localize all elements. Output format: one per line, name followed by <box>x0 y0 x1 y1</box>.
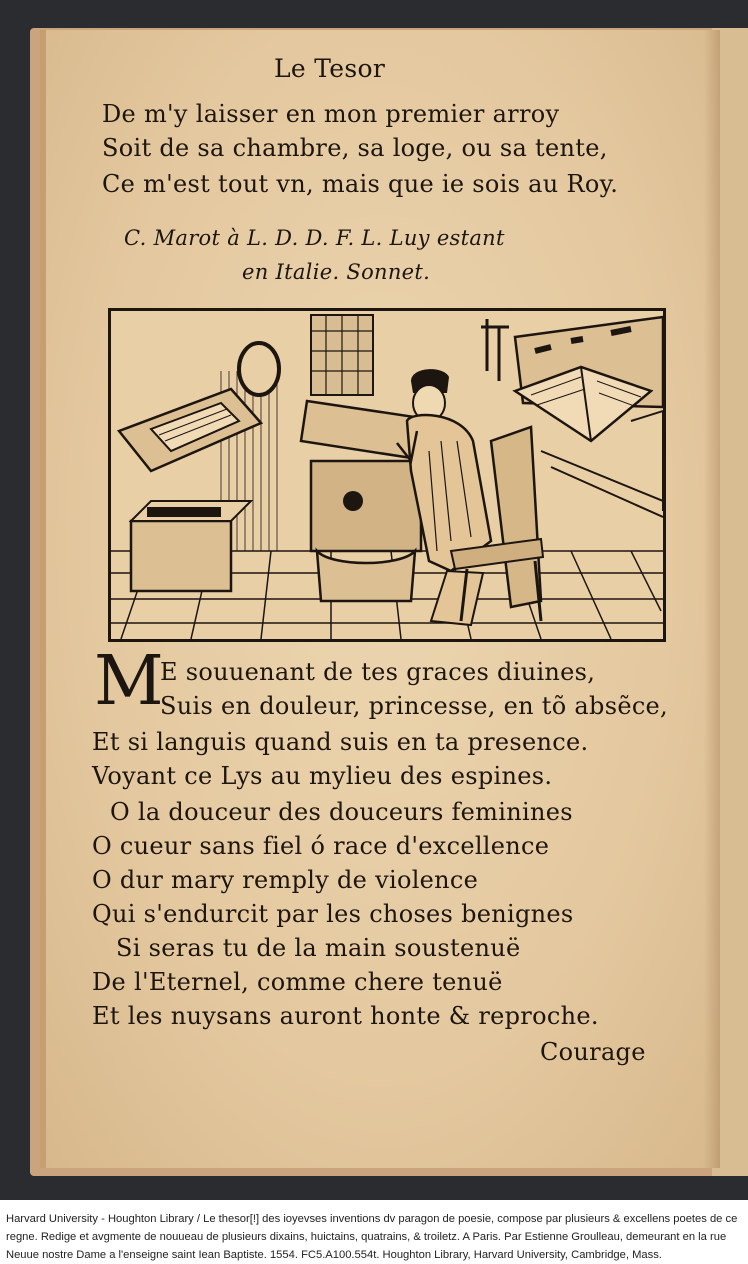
sonnet-line: Si seras tu de la main soustenuë <box>116 934 521 962</box>
verse-line: De m'y laisser en mon premier arroy <box>102 100 560 128</box>
sonnet-line: Et les nuysans auront honte & reproche. <box>92 1002 599 1030</box>
catchword: Courage <box>540 1038 646 1066</box>
sonnet-line: Voyant ce Lys au mylieu des espines. <box>92 762 553 790</box>
book-page <box>40 30 720 1168</box>
poem-heading: C. Marot à L. D. D. F. L. Luy estant <box>124 226 505 250</box>
running-header: Le Tesor <box>274 54 386 83</box>
sonnet-line: E souuenant de tes graces diuines, <box>160 658 596 686</box>
verse-line: Soit de sa chambre, sa loge, ou sa tente, <box>102 134 608 162</box>
sonnet-line: Et si languis quand suis en ta presence. <box>92 728 589 756</box>
image-caption: Harvard University - Houghton Library / Le thesor[!] des ioyevses inventions dv paragon de poesie, compose par plusieurs & excellens poetes de ce regne. Redige et avgmente de nouueau de plusieurs dixains, huictains, quatrains, & troiletz. A Paris. Par Estienne Groulleau, demeurant en la rue Neuue nostre Dame a l'enseigne saint Iean Baptiste. 1554. FC5.A100.554t. Houghton Library, Harvard University, Cambridge, Mass. <box>6 1213 738 1261</box>
sonnet-line: O dur mary remply de violence <box>92 866 479 894</box>
woodcut-illustration <box>108 308 666 642</box>
verse-line: Ce m'est tout vn, mais que ie sois au Roy. <box>102 170 619 198</box>
poem-heading-cont: en Italie. Sonnet. <box>242 260 431 284</box>
drop-cap: M <box>94 642 164 721</box>
sonnet-line: O la douceur des douceurs feminines <box>110 798 573 826</box>
sonnet-line: O cueur sans fiel ó race d'excellence <box>92 832 550 860</box>
sonnet-line: Qui s'endurcit par les choses benignes <box>92 900 574 928</box>
scholar-desk-illustration <box>111 311 663 639</box>
sonnet-line: Suis en douleur, princesse, en tõ absẽce, <box>160 692 668 720</box>
sonnet-line: De l'Eternel, comme chere tenuë <box>92 968 503 996</box>
